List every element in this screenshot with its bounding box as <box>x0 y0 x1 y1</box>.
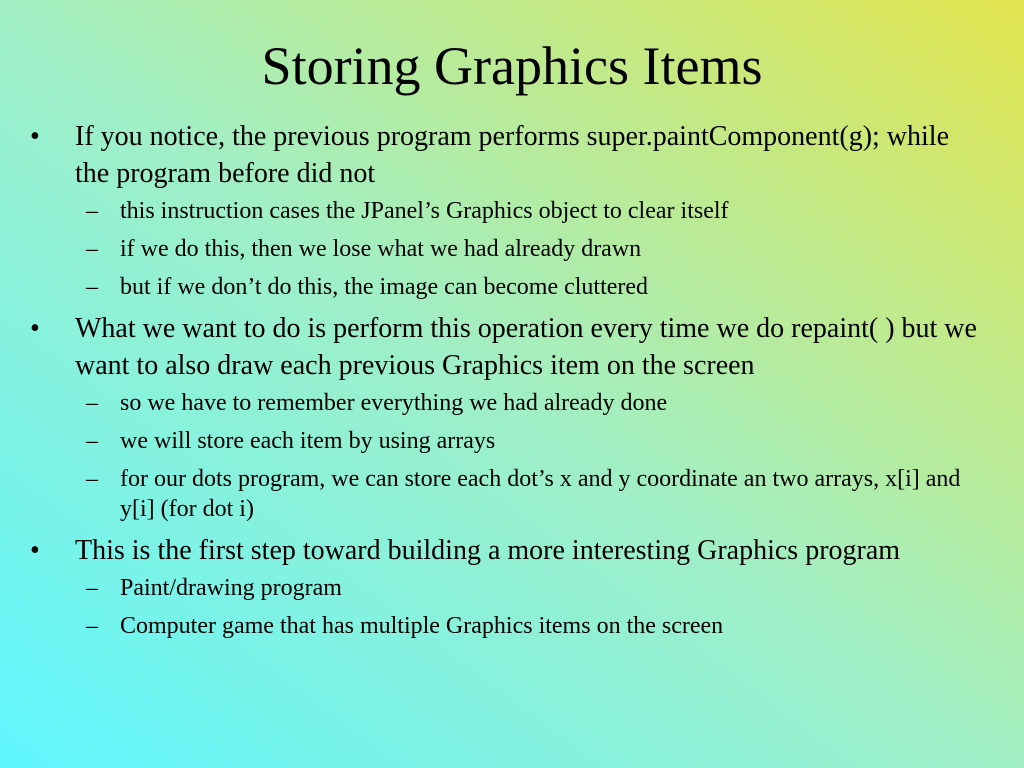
sub-bullet-text: we will store each item by using arrays <box>120 428 496 454</box>
bullet-marker: • <box>30 313 40 344</box>
bullet-marker: • <box>30 535 40 566</box>
bullet-group-2 <box>0 310 1024 524</box>
dash-marker: – <box>86 198 98 224</box>
sub-bullet-text: Paint/drawing program <box>120 575 342 601</box>
dash-marker: – <box>86 236 98 262</box>
sub-bullet-item <box>0 234 1024 264</box>
dash-marker: – <box>86 274 98 300</box>
bullet-group-1 <box>0 118 1024 302</box>
bullet-list <box>0 116 1024 649</box>
sub-bullet-item <box>0 388 1024 418</box>
dash-marker: – <box>86 390 98 416</box>
dash-marker: – <box>86 613 98 639</box>
bullet-item <box>0 118 1024 192</box>
dash-marker: – <box>86 466 98 492</box>
dash-marker: – <box>86 428 98 454</box>
sub-bullet-item <box>0 196 1024 226</box>
bullet-group-3 <box>0 532 1024 641</box>
dash-marker: – <box>86 575 98 601</box>
sub-bullet-text: if we do this, then we lose what we had already drawn <box>120 236 642 262</box>
sub-bullet-item <box>0 573 1024 603</box>
bullet-text: What we want to do is perform this operation every time we do repaint( ) but we want to also draw each previous Graphics item on the screen <box>75 313 977 381</box>
sub-bullet-text: for our dots program, we can store each dot’s x and y coordinate an two arrays, x[i] and y[i] (for dot i) <box>120 466 961 522</box>
sub-bullet-text: but if we don’t do this, the image can become cluttered <box>120 274 649 300</box>
sub-bullet-item <box>0 611 1024 641</box>
sub-bullet-item <box>0 272 1024 302</box>
sub-bullet-text: this instruction cases the JPanel’s Graphics object to clear itself <box>120 198 729 224</box>
slide-title: Storing Graphics Items <box>261 36 763 96</box>
bullet-text: If you notice, the previous program performs super.paintComponent(g); while the program before did not <box>75 121 950 189</box>
sub-bullet-item <box>0 464 1024 524</box>
sub-bullet-text: Computer game that has multiple Graphics items on the screen <box>120 613 724 639</box>
bullet-item <box>0 532 1024 569</box>
sub-bullet-text: so we have to remember everything we had already done <box>120 390 668 416</box>
bullet-marker: • <box>30 121 40 152</box>
sub-bullet-item <box>0 426 1024 456</box>
bullet-item <box>0 310 1024 384</box>
bullet-text: This is the first step toward building a more interesting Graphics program <box>75 535 901 566</box>
